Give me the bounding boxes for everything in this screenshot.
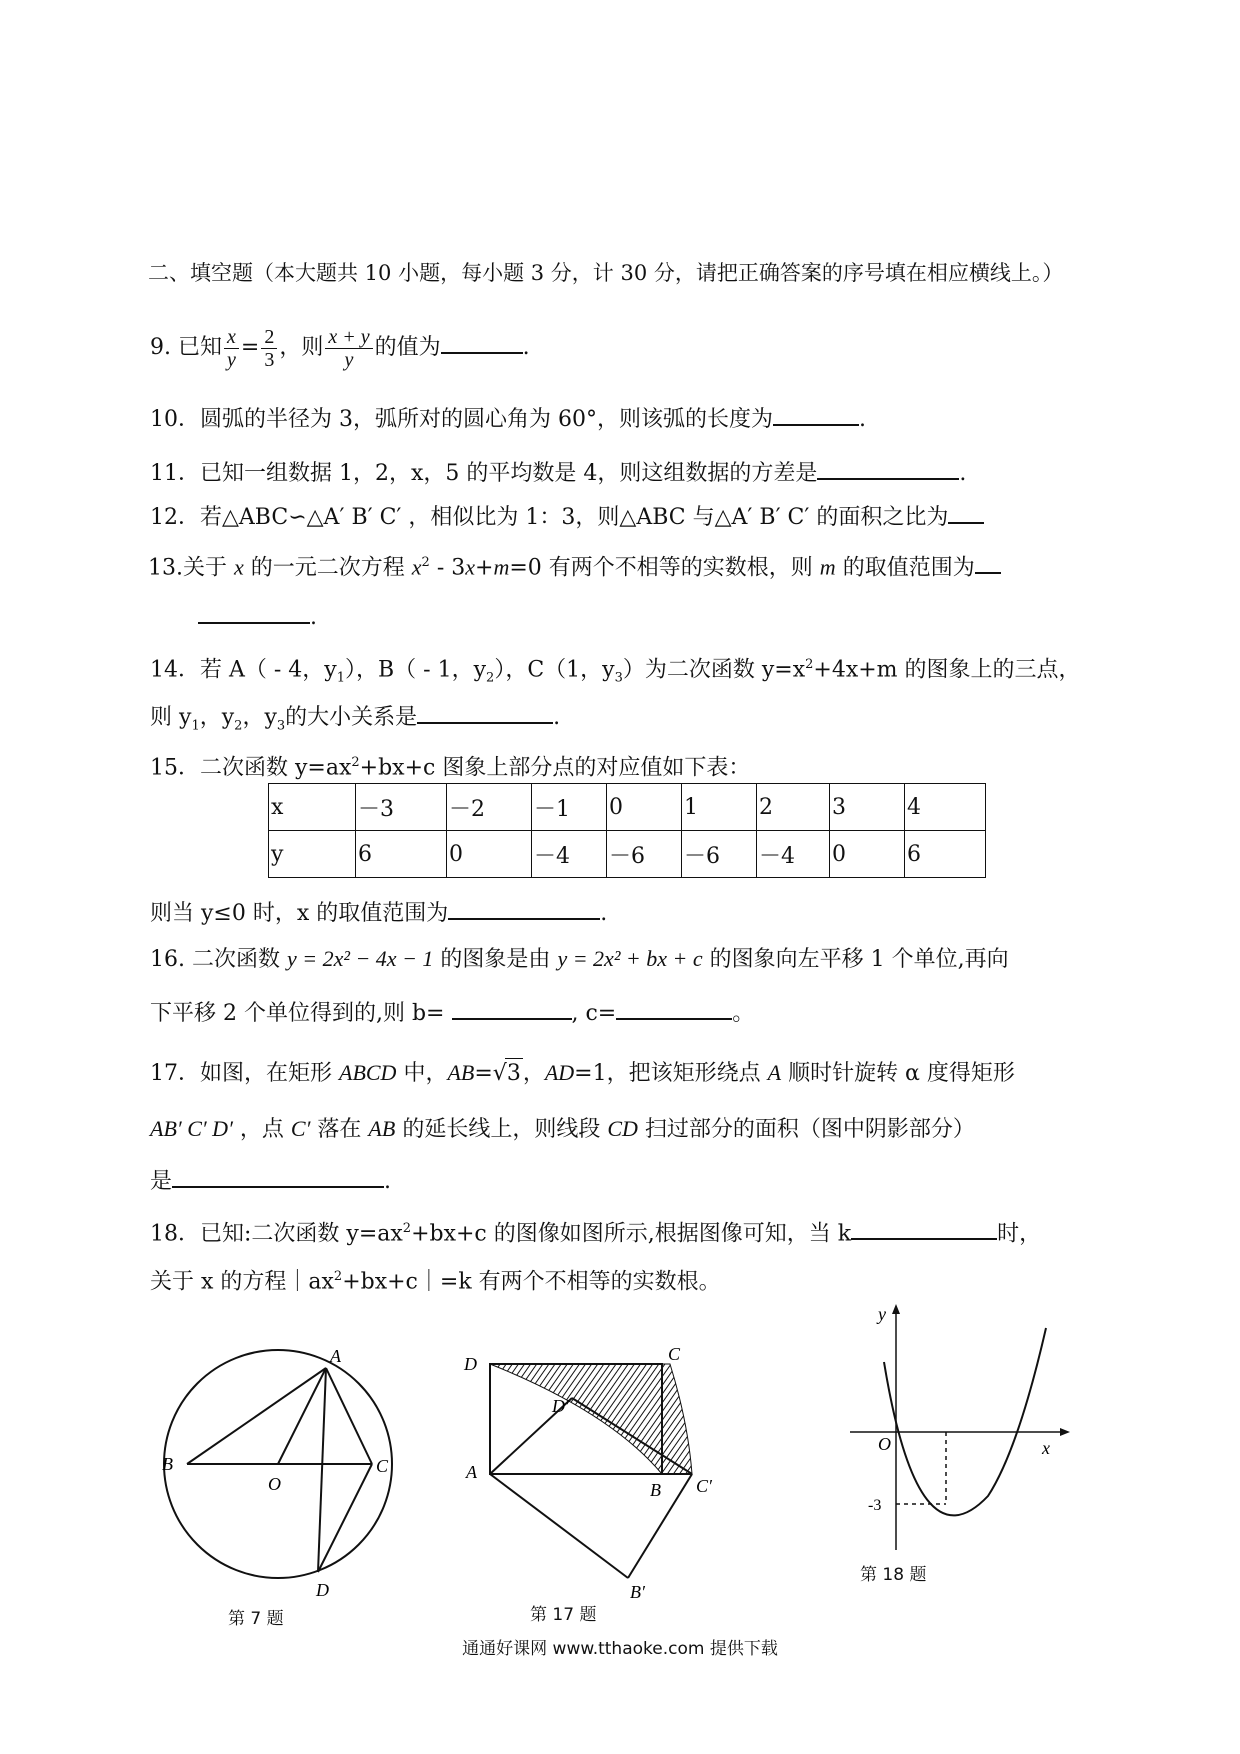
table-cell: 0 — [607, 784, 682, 831]
question-17-line-2: AB′ C′ D′ ，点 C′ 落在 AB 的延长线上，则线段 CD 扫过部分的面积（图中阴影部分） — [150, 1116, 975, 1142]
segment-a-b-prime — [490, 1474, 628, 1578]
question-16-line-2: 下平移 2 个单位得到的,则 b= , c= 。 — [150, 996, 754, 1029]
table-cell: －4 — [757, 831, 830, 878]
fraction-x-plus-y-over-y: $\frac{x + y}{y}$ — [325, 326, 372, 371]
label-minus-3: -3 — [868, 1497, 882, 1514]
label-d: D — [316, 1580, 329, 1600]
table-cell: －4 — [532, 831, 607, 878]
table-cell: 6 — [356, 831, 447, 878]
question-17-line-1: 17．如图，在矩形 ABCD 中，AB=√3，AD=1，把该矩形绕点 A 顺时针旋转 α 度得矩形 — [150, 1058, 1015, 1089]
question-12: 12．若△ABC∽△A′ B′ C′ ，相似比为 1：3，则△ABC 与△A′ B′ C′ 的面积之比为 — [150, 500, 984, 533]
question-13: 13.关于 x 的一元二次方程 $x^2 - 3x+m=0$ 有两个不相等的实数根，则 m 的取值范围为 — [148, 548, 1001, 583]
question-10: 10．圆弧的半径为 3，弧所对的圆心角为 60°，则该弧的长度为 . — [150, 402, 866, 435]
table-cell: 3 — [830, 784, 905, 831]
table-cell: 1 — [682, 784, 757, 831]
figure-7-caption: 第 7 题 — [228, 1609, 284, 1629]
table-row-y — [269, 831, 986, 878]
parabola-curve — [884, 1328, 1046, 1515]
question-18-line-1: 18．已知:二次函数 $y=ax^2+bx+c$ 的图像如图所示,根据图像可知，当 k 时， — [150, 1214, 1041, 1249]
segment-ba — [187, 1368, 326, 1464]
table-cell: －1 — [532, 784, 607, 831]
answer-blank-14[interactable] — [417, 700, 553, 724]
question-15-after: 则当 y≤0 时，x 的取值范围为 . — [150, 896, 607, 929]
question-18-line-2: 关于 x 的方程$|ax^2+bx+c|=k$ 有两个不相等的实数根。 — [150, 1269, 721, 1295]
question-14-line-2: 则 $y_1$，$y_2$，$y_3$的大小关系是 . — [150, 700, 560, 741]
label-b: B — [650, 1480, 661, 1500]
table-cell: －2 — [447, 784, 532, 831]
answer-blank-10[interactable] — [773, 402, 859, 426]
table-row-x — [269, 784, 986, 831]
answer-blank-17[interactable] — [172, 1164, 384, 1188]
figure-18-parabola-graph — [850, 1300, 1080, 1570]
table-cell: －6 — [607, 831, 682, 878]
fraction-2-over-3: $\frac{2}{3}$ — [261, 326, 277, 371]
answer-blank-13b[interactable] — [198, 600, 310, 624]
x-axis-arrow-icon — [1060, 1428, 1070, 1436]
table-cell: －3 — [356, 784, 447, 831]
answer-blank-18[interactable] — [851, 1216, 997, 1240]
table-cell: 0 — [447, 831, 532, 878]
segment-ao — [278, 1368, 326, 1464]
label-d-prime: D′ — [552, 1396, 569, 1416]
label-o: O — [268, 1474, 281, 1494]
label-o: O — [878, 1434, 891, 1454]
answer-blank-15[interactable] — [448, 896, 600, 920]
label-c-prime: C′ — [696, 1476, 712, 1496]
answer-blank-11[interactable] — [817, 456, 959, 480]
label-d: D — [464, 1354, 477, 1374]
table-cell: －6 — [682, 831, 757, 878]
table-cell: 2 — [757, 784, 830, 831]
table-cell: 0 — [830, 831, 905, 878]
question-13-continuation: . — [198, 600, 317, 633]
label-b-prime: B′ — [630, 1582, 645, 1602]
label-c: C — [668, 1344, 681, 1364]
table-cell: x — [269, 784, 356, 831]
table-cell: 6 — [905, 831, 986, 878]
question-11: 11．已知一组数据 1，2，x，5 的平均数是 4，则这组数据的方差是 . — [150, 456, 966, 489]
question-14-line-1: 14．若 A（ - 4，$y_1$），B（ - 1，$y_2$），C（1，$y_3$）为二次函数 $y=x^2+4x+m$ 的图象上的三点， — [150, 657, 1081, 686]
fraction-x-over-y: $\frac{x}{y}$ — [224, 326, 239, 371]
question-16-line-1: 16. 二次函数 y = 2x² − 4x − 1 的图象是由 y = 2x² + bx + c 的图象向左平移 1 个单位,再向 — [150, 946, 1009, 972]
label-c: C — [376, 1456, 389, 1476]
question-9: 9. 已知 $\frac{x}{y}$ = $\frac{2}{3}$ ，则 $\frac{x + y}{y}$ 的值为 . — [150, 325, 530, 371]
answer-blank-12[interactable] — [948, 500, 984, 524]
answer-blank-16c[interactable] — [616, 996, 732, 1020]
label-a: A — [466, 1462, 477, 1482]
value-table — [268, 783, 986, 878]
figure-18-caption: 第 18 题 — [860, 1565, 927, 1585]
label-a: A — [330, 1346, 341, 1366]
answer-blank-9[interactable] — [441, 330, 523, 354]
label-b: B — [162, 1454, 173, 1474]
section-title: 二、填空题（本大题共 10 小题，每小题 3 分，计 30 分，请把正确答案的序号填在相应横线上。） — [148, 261, 1064, 285]
figure-17-rectangle-diagram — [460, 1342, 730, 1602]
table-cell: y — [269, 831, 356, 878]
question-17-line-3: 是 . — [150, 1164, 391, 1197]
segment-ac — [326, 1368, 372, 1464]
footer-credit: 通通好课网 www.tthaoke.com 提供下载 — [462, 1639, 778, 1659]
figure-7-circle-diagram — [150, 1340, 410, 1600]
table-cell: 4 — [905, 784, 986, 831]
answer-blank-16b[interactable] — [452, 996, 572, 1020]
answer-blank-13a[interactable] — [975, 550, 1001, 574]
figure-17-caption: 第 17 题 — [530, 1605, 597, 1625]
label-y: y — [878, 1304, 886, 1324]
segment-ad — [318, 1368, 326, 1572]
question-15: 15．二次函数 $y=ax^2+bx+c$ 图象上部分点的对应值如下表： — [150, 755, 751, 781]
label-x: x — [1042, 1438, 1050, 1458]
sqrt-symbol: √ — [492, 1061, 507, 1086]
y-axis-arrow-icon — [892, 1304, 900, 1314]
